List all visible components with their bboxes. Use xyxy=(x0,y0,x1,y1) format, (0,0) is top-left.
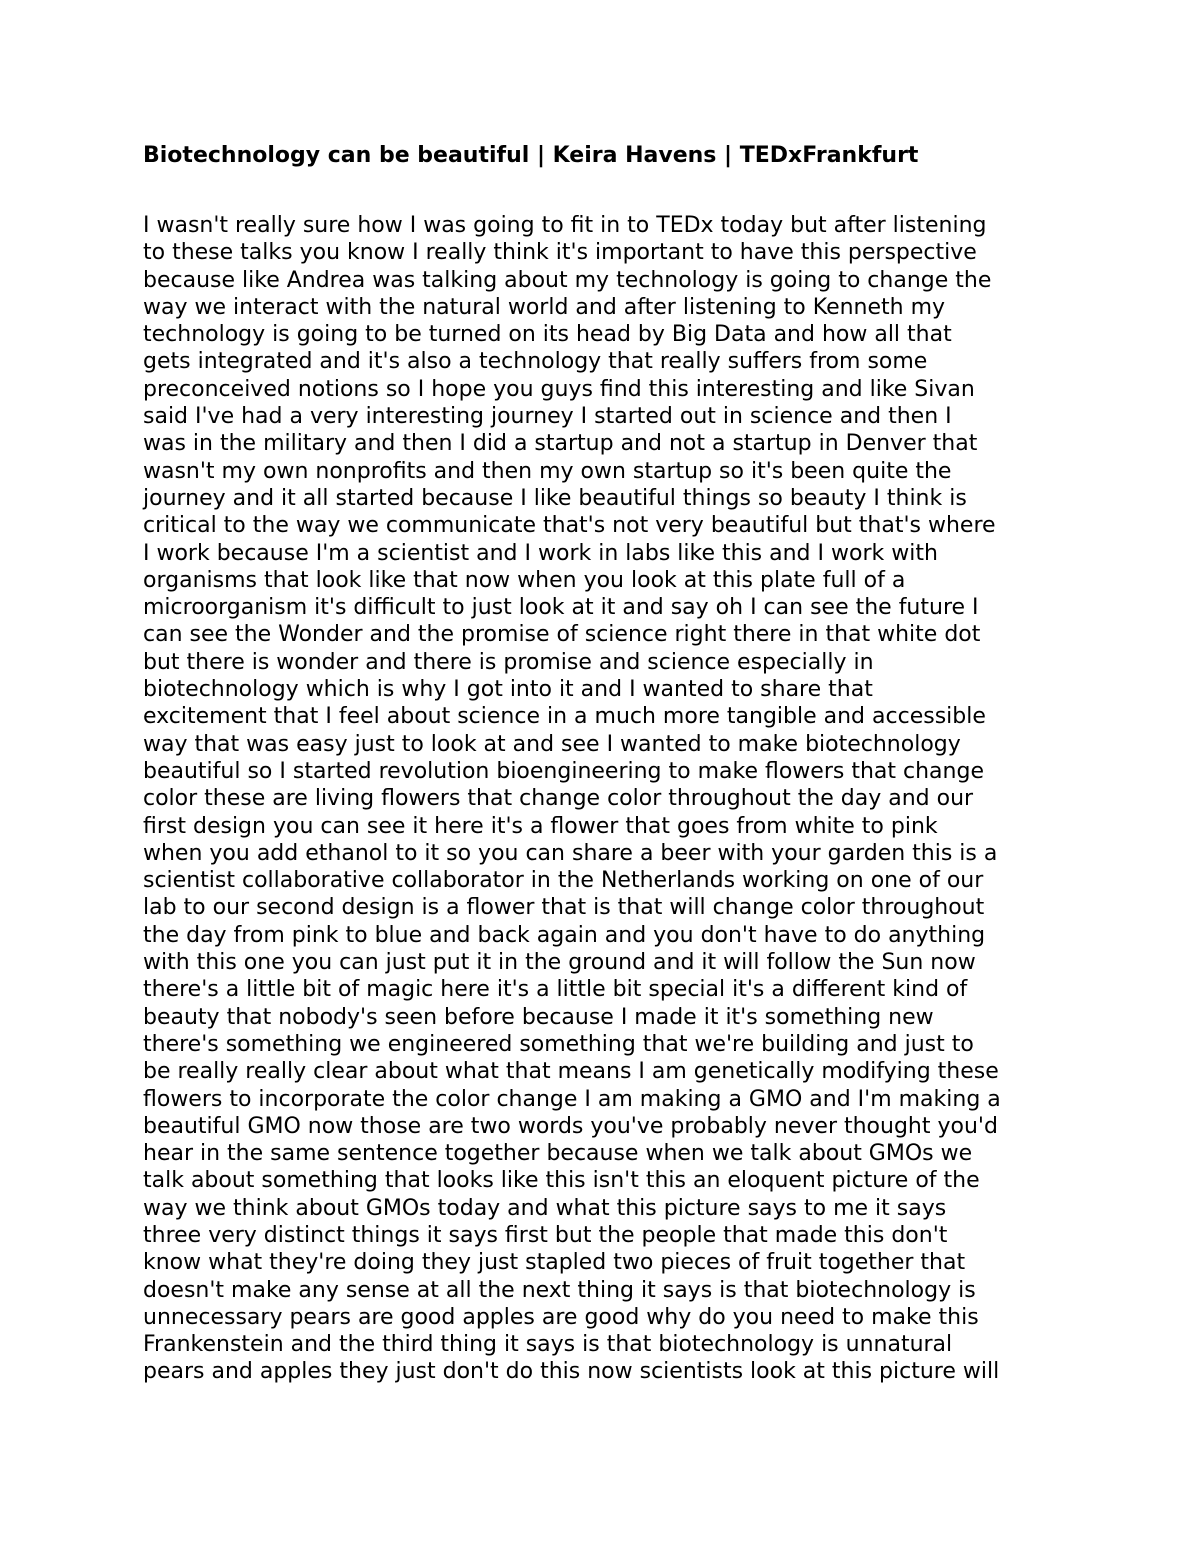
transcript-line: excitement that I feel about science in a much more tangible and accessible xyxy=(143,704,986,730)
transcript-line: was in the military and then I did a startup and not a startup in Denver that xyxy=(143,431,978,457)
transcript-line: Frankenstein and the third thing it says is that biotechnology is unnatural xyxy=(143,1332,953,1358)
transcript-line: three very distinct things it says first but the people that made this don't xyxy=(143,1222,948,1248)
transcript-line: microorganism it's difficult to just look at it and say oh I can see the future I xyxy=(143,595,979,621)
transcript-line: technology is going to be turned on its head by Big Data and how all that xyxy=(143,322,952,348)
transcript-line: biotechnology which is why I got into it and I wanted to share that xyxy=(143,677,873,703)
transcript-line: beautiful GMO now those are two words you've probably never thought you'd xyxy=(143,1113,998,1139)
transcript-line: there's a little bit of magic here it's a little bit special it's a different kind of xyxy=(143,977,968,1003)
transcript-line: talk about something that looks like this isn't this an eloquent picture of the xyxy=(143,1168,980,1194)
transcript-line: with this one you can just put it in the ground and it will follow the Sun now xyxy=(143,950,976,976)
transcript-line: journey and it all started because I like beautiful things so beauty I think is xyxy=(143,485,967,511)
transcript-line: unnecessary pears are good apples are good why do you need to make this xyxy=(143,1304,979,1330)
transcript-line: scientist collaborative collaborator in the Netherlands working on one of our xyxy=(143,868,984,894)
transcript-line: to these talks you know I really think it's important to have this perspective xyxy=(143,240,977,266)
transcript-line: beauty that nobody's seen before because I made it it's something new xyxy=(143,1004,934,1030)
transcript-line: be really really clear about what that means I am genetically modifying these xyxy=(143,1059,999,1085)
transcript-body xyxy=(143,212,1073,1386)
transcript-line: the day from pink to blue and back again and you don't have to do anything xyxy=(143,922,986,948)
transcript-line: organisms that look like that now when you look at this plate full of a xyxy=(143,567,906,593)
transcript-line: gets integrated and it's also a technology that really suffers from some xyxy=(143,349,928,375)
transcript-line: flowers to incorporate the color change I am making a GMO and I'm making a xyxy=(143,1086,1001,1112)
transcript-line: lab to our second design is a flower that is that will change color throughout xyxy=(143,895,985,921)
document-title: Biotechnology can be beautiful | Keira Havens | TEDxFrankfurt xyxy=(143,143,919,168)
transcript-line: I wasn't really sure how I was going to fit in to TEDx today but after listening xyxy=(143,213,987,238)
transcript-line: way that was easy just to look at and see I wanted to make biotechnology xyxy=(143,731,961,757)
transcript-line: said I've had a very interesting journey I started out in science and then I xyxy=(143,404,952,430)
transcript-line: can see the Wonder and the promise of science right there in that white dot xyxy=(143,622,981,648)
transcript-line: but there is wonder and there is promise and science especially in xyxy=(143,649,874,675)
transcript-line: critical to the way we communicate that's not very beautiful but that's where xyxy=(143,513,996,539)
transcript-line: because like Andrea was talking about my technology is going to change the xyxy=(143,267,992,293)
transcript-line: beautiful so I started revolution bioengineering to make flowers that change xyxy=(143,758,984,784)
transcript-line: doesn't make any sense at all the next thing it says is that biotechnology is xyxy=(143,1277,976,1303)
transcript-line: way we interact with the natural world and after listening to Kenneth my xyxy=(143,294,946,320)
transcript-line: wasn't my own nonprofits and then my own startup so it's been quite the xyxy=(143,458,952,484)
transcript-line: way we think about GMOs today and what this picture says to me it says xyxy=(143,1195,947,1221)
transcript-line: color these are living flowers that change color throughout the day and our xyxy=(143,786,974,812)
transcript-line: first design you can see it here it's a flower that goes from white to pink xyxy=(143,813,938,839)
transcript-line: preconceived notions so I hope you guys find this interesting and like Sivan xyxy=(143,376,975,402)
transcript-line: hear in the same sentence together because when we talk about GMOs we xyxy=(143,1141,973,1167)
transcript-line: when you add ethanol to it so you can share a beer with your garden this is a xyxy=(143,840,998,866)
transcript-line: I work because I'm a scientist and I work in labs like this and I work with xyxy=(143,540,938,566)
transcript-line: pears and apples they just don't do this now scientists look at this picture will xyxy=(143,1359,1000,1385)
transcript-line: know what they're doing they just stapled two pieces of fruit together that xyxy=(143,1250,966,1276)
transcript-line: there's something we engineered something that we're building and just to xyxy=(143,1031,974,1057)
